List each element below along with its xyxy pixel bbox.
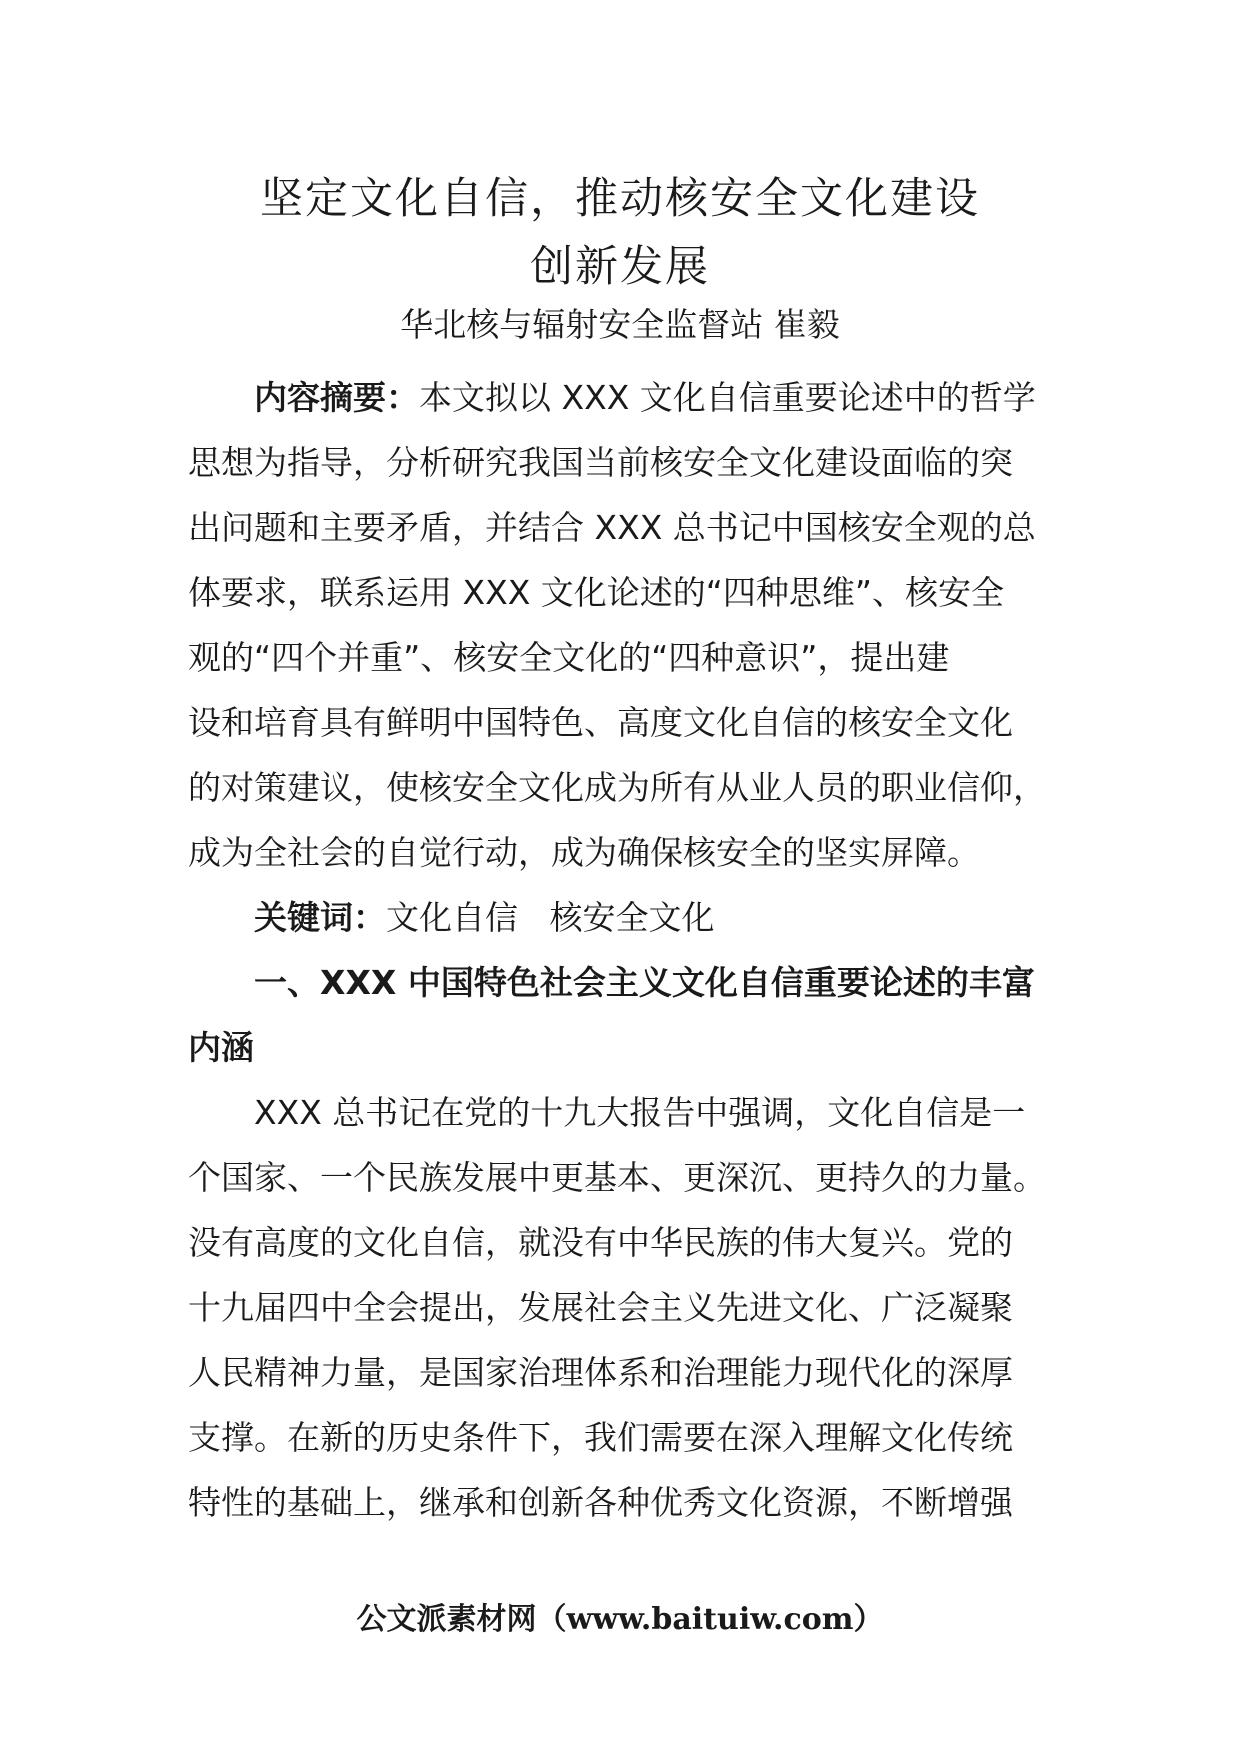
- document-title-line-1: 坚定文化自信，推动核安全文化建设: [260, 174, 980, 224]
- paragraph-line: XXX 总书记在党的十九大报告中强调，文化自信是一: [254, 1093, 1026, 1132]
- keywords-label: 关键词：: [254, 898, 386, 937]
- abstract-text: 思想为指导，分析研究我国当前核安全文化建设面临的突: [188, 443, 1013, 482]
- keywords-line: [188, 885, 1050, 950]
- footer-source: 公文派素材网（www.baituiw.com）: [356, 1602, 884, 1637]
- section-heading: 一、XXX 中国特色社会主义文化自信重要论述的丰富: [254, 963, 1035, 1002]
- abstract-label: 内容摘要：: [254, 378, 419, 417]
- document-author: 华北核与辐射安全监督站 崔毅: [400, 305, 840, 344]
- abstract-text: 观的“四个并重”、核安全文化的“四种意识”，提出建: [188, 638, 950, 677]
- keywords-value: 文化自信 核安全文化: [386, 898, 715, 937]
- paragraph-line: 没有高度的文化自信，就没有中华民族的伟大复兴。党的: [188, 1223, 1013, 1262]
- paragraph-line: 个国家、一个民族发展中更基本、更深沉、更持久的力量。: [188, 1158, 1046, 1197]
- document-title-line-2: 创新发展: [530, 242, 710, 292]
- abstract-text: 出问题和主要矛盾，并结合 XXX 总书记中国核安全观的总: [188, 508, 1036, 547]
- abstract-text: 本文拟以 XXX 文化自信重要论述中的哲学: [419, 378, 1036, 417]
- abstract-text: 成为全社会的自觉行动，成为确保核安全的坚实屏障。: [188, 833, 980, 872]
- paragraph-line: 特性的基础上，继承和创新各种优秀文化资源，不断增强: [188, 1483, 1013, 1522]
- abstract-text: 体要求，联系运用 XXX 文化论述的“四种思维”、核安全: [188, 573, 1004, 612]
- paragraph-line: 人民精神力量，是国家治理体系和治理能力现代化的深厚: [188, 1353, 1013, 1392]
- document-body: [188, 365, 1050, 1535]
- abstract-text: 设和培育具有鲜明中国特色、高度文化自信的核安全文化: [188, 703, 1013, 742]
- paragraph-line: 十九届四中全会提出，发展社会主义先进文化、广泛凝聚: [188, 1288, 1013, 1327]
- abstract-text: 的对策建议，使核安全文化成为所有从业人员的职业信仰，: [188, 768, 1046, 807]
- abstract-first-line: [188, 365, 1050, 430]
- section-heading: 内涵: [188, 1028, 254, 1067]
- paragraph-line: 支撑。在新的历史条件下，我们需要在深入理解文化传统: [188, 1418, 1013, 1457]
